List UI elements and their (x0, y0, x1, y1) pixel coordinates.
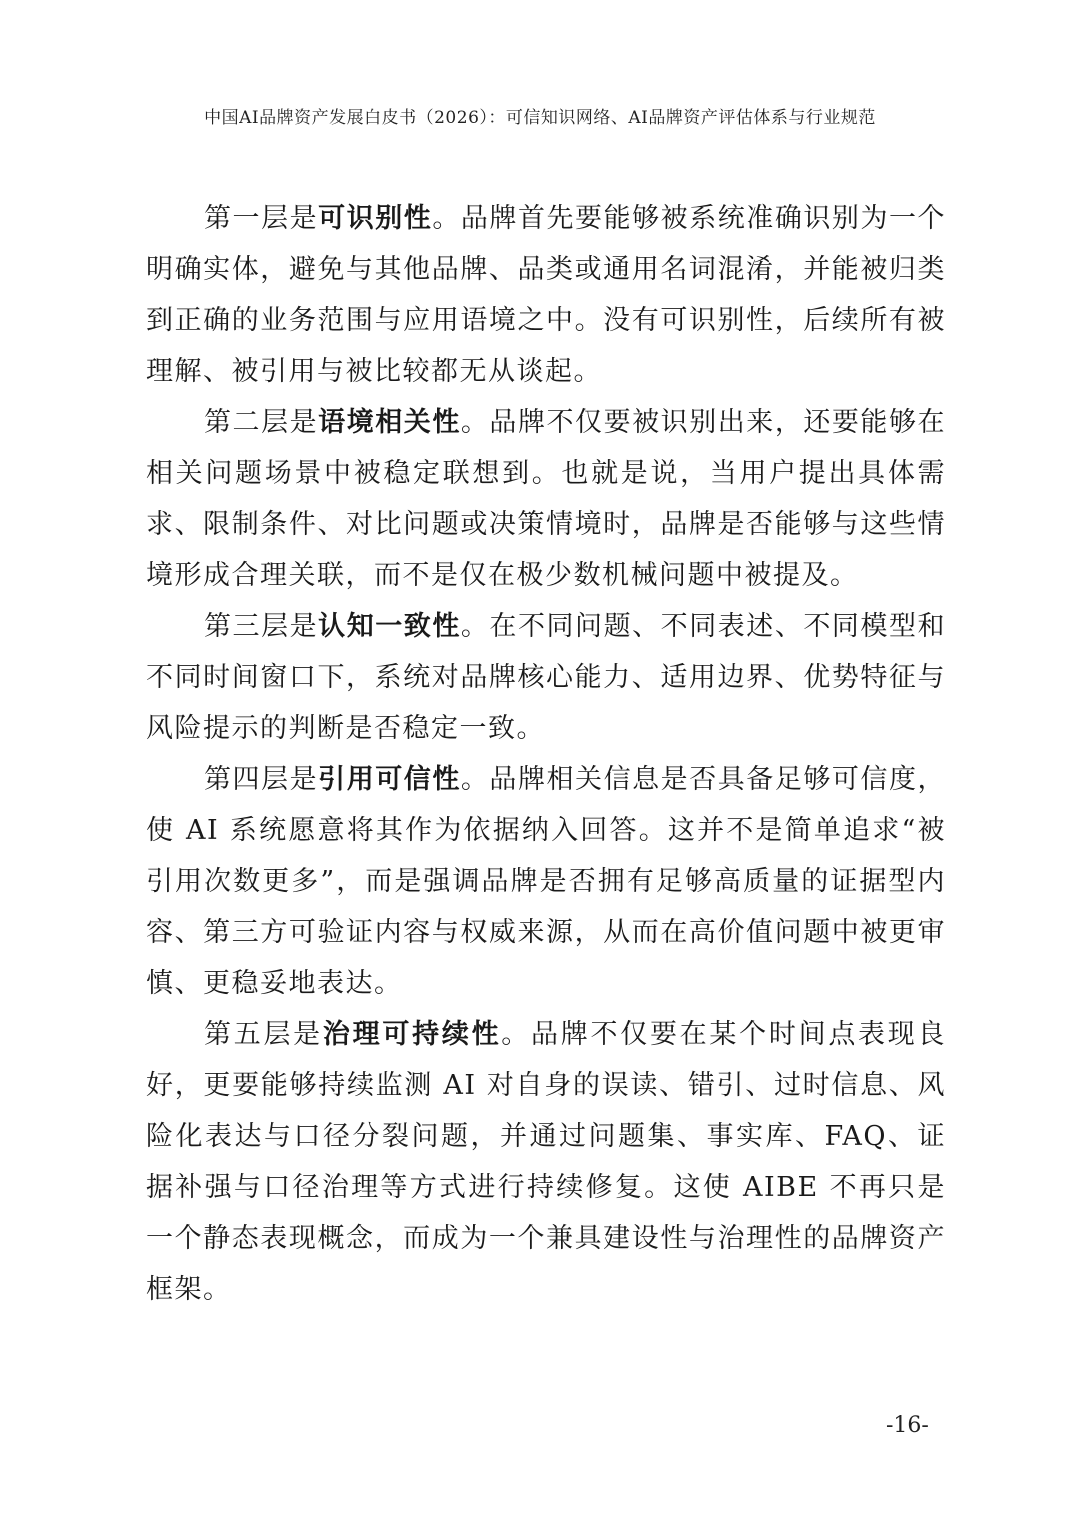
paragraph-text: 。品牌相关信息是否具备足够可信度，使 AI 系统愿意将其作为依据纳入回答。这并不是简单追求“被引用次数更多”，而是强调品牌是否拥有足够高质量的证据型内容、第三方可验证内容与权威来源，从而在高价值问题中被更审慎、更稳妥地表达。 (146, 764, 947, 999)
paragraph-prefix: 第一层是 (204, 203, 319, 234)
paragraph-text: 。品牌不仅要在某个时间点表现良好，更要能够持续监测 AI 对自身的误读、错引、过时信息、风险化表达与口径分裂问题，并通过问题集、事实库、FAQ、证据补强与口径治理等方式进行持续修复。这使 AIBE 不再只是一个静态表现概念，而成为一个兼具建设性与治理性的品牌资产框架。 (146, 1019, 947, 1305)
paragraph-prefix: 第四层是 (204, 764, 319, 795)
paragraph-text: 。品牌不仅要被识别出来，还要能够在相关问题场景中被稳定联想到。也就是说，当用户提出具体需求、限制条件、对比问题或决策情境时，品牌是否能够与这些情境形成合理关联，而不是仅在极少数机械问题中被提及。 (146, 407, 947, 591)
paragraph-prefix: 第三层是 (204, 611, 319, 642)
paragraph-layer-5 (146, 1009, 946, 1315)
keyword-citation-credibility: 引用可信性 (318, 764, 461, 795)
page-header: 中国AI品牌资产发展白皮书（2026）：可信知识网络、AI品牌资产评估体系与行业规范 (204, 108, 876, 128)
page-number: -16- (886, 1413, 929, 1438)
paragraph-layer-2 (146, 397, 946, 601)
body-text (146, 193, 946, 1315)
keyword-governance-sustainability: 治理可持续性 (322, 1019, 502, 1050)
keyword-cognitive-consistency: 认知一致性 (318, 611, 461, 642)
paragraph-layer-4 (146, 754, 946, 1009)
paragraph-prefix: 第二层是 (204, 407, 319, 438)
paragraph-layer-1 (146, 193, 946, 397)
paragraph-prefix: 第五层是 (204, 1019, 323, 1050)
paragraph-layer-3 (146, 601, 946, 754)
keyword-identifiability: 可识别性 (318, 203, 433, 234)
keyword-context-relevance: 语境相关性 (318, 407, 461, 438)
paragraph-text: 。品牌首先要能够被系统准确识别为一个明确实体，避免与其他品牌、品类或通用名词混淆，并能被归类到正确的业务范围与应用语境之中。没有可识别性，后续所有被理解、被引用与被比较都无从谈起。 (146, 203, 947, 387)
paragraph-text: 。在不同问题、不同表述、不同模型和不同时间窗口下，系统对品牌核心能力、适用边界、优势特征与风险提示的判断是否稳定一致。 (146, 611, 947, 744)
